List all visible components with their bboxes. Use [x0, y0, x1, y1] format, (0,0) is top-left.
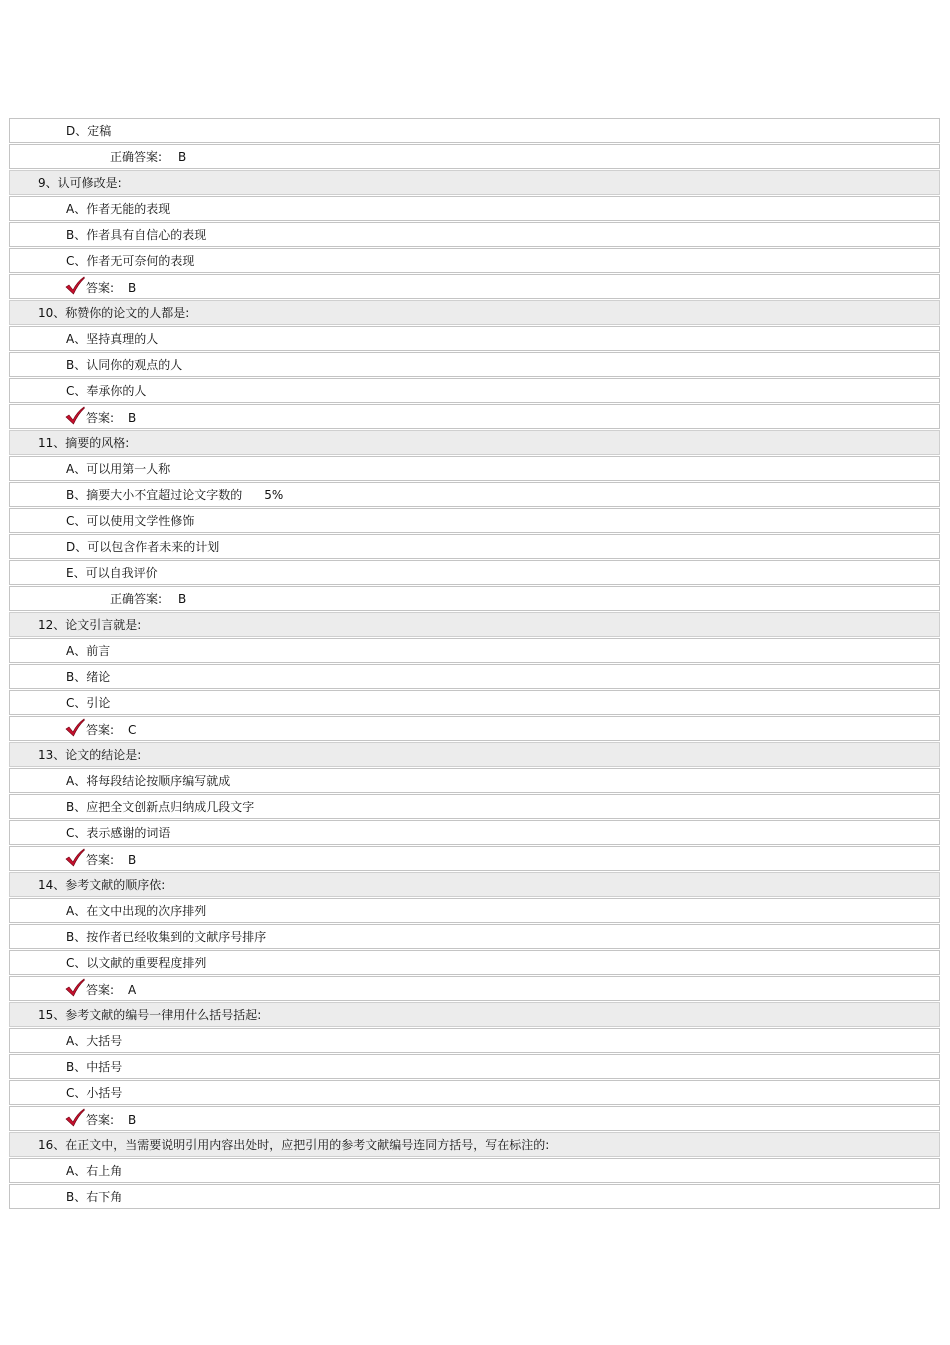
option-text: E、可以自我评价 — [66, 566, 158, 580]
option-row — [9, 950, 940, 975]
answer-row — [9, 976, 940, 1001]
question-row — [9, 1132, 940, 1157]
quiz-sheet — [9, 118, 940, 1210]
option-row — [9, 482, 940, 507]
option-row — [9, 352, 940, 377]
option-row — [9, 898, 940, 923]
option-row — [9, 456, 940, 481]
option-text: B、认同你的观点的人 — [66, 358, 183, 372]
answer — [86, 411, 136, 425]
option-row — [9, 534, 940, 559]
option-text: C、作者无可奈何的表现 — [66, 254, 195, 268]
option-text: D、定稿 — [66, 124, 112, 138]
answer — [86, 723, 136, 737]
answer-row — [9, 274, 940, 299]
answer-label: 答案: — [86, 723, 115, 737]
correct-answer-value: B — [178, 150, 187, 164]
correct-answer — [110, 592, 186, 606]
question-text: 11、摘要的风格: — [38, 436, 130, 450]
answer — [86, 1113, 136, 1127]
answer-row — [9, 1106, 940, 1131]
answer-value: C — [128, 723, 137, 737]
question-row — [9, 872, 940, 897]
answer-row — [9, 716, 940, 741]
check-icon — [65, 406, 85, 426]
option-text: C、可以使用文学性修饰 — [66, 514, 195, 528]
correct-answer-row — [9, 586, 940, 611]
answer-value: B — [128, 853, 137, 867]
answer-value: B — [128, 411, 137, 425]
option-text: B、按作者已经收集到的文献序号排序 — [66, 930, 267, 944]
option-row — [9, 1054, 940, 1079]
correct-answer-label: 正确答案: — [110, 150, 163, 164]
option-text: A、在文中出现的次序排列 — [66, 904, 207, 918]
check-icon — [65, 276, 85, 296]
answer — [86, 853, 136, 867]
option-text: A、大括号 — [66, 1034, 123, 1048]
check-icon — [65, 1108, 85, 1128]
option-text: A、将每段结论按顺序编写就成 — [66, 774, 231, 788]
check-icon — [65, 718, 85, 738]
option-text: C、奉承你的人 — [66, 384, 147, 398]
question-row — [9, 170, 940, 195]
option-row — [9, 1080, 940, 1105]
answer-label: 答案: — [86, 281, 115, 295]
option-text: A、前言 — [66, 644, 111, 658]
question-row — [9, 612, 940, 637]
answer-value: B — [128, 281, 137, 295]
correct-answer-label: 正确答案: — [110, 592, 163, 606]
option-row — [9, 222, 940, 247]
option-text: A、作者无能的表现 — [66, 202, 171, 216]
option-text: C、小括号 — [66, 1086, 123, 1100]
option-text: A、可以用第一人称 — [66, 462, 171, 476]
correct-answer-row — [9, 144, 940, 169]
option-text: D、可以包含作者未来的计划 — [66, 540, 220, 554]
option-row — [9, 924, 940, 949]
option-suffix: 5% — [264, 488, 284, 502]
option-row — [9, 118, 940, 143]
option-text: B、右下角 — [66, 1190, 123, 1204]
answer-row — [9, 846, 940, 871]
correct-answer — [110, 150, 186, 164]
option-row — [9, 378, 940, 403]
option-row — [9, 1028, 940, 1053]
answer-value: B — [128, 1113, 137, 1127]
answer — [86, 281, 136, 295]
question-text: 15、参考文献的编号一律用什么括号括起: — [38, 1008, 262, 1022]
question-text: 13、论文的结论是: — [38, 748, 142, 762]
question-text: 10、称赞你的论文的人都是: — [38, 306, 190, 320]
option-row — [9, 820, 940, 845]
answer-value: A — [128, 983, 137, 997]
question-text: 12、论文引言就是: — [38, 618, 142, 632]
option-text: B、应把全文创新点归纳成几段文字 — [66, 800, 255, 814]
question-text: 16、在正文中，当需要说明引用内容出处时，应把引用的参考文献编号连同方括号，写在标注的: — [38, 1138, 550, 1152]
option-row — [9, 560, 940, 585]
question-text: 9、认可修改是: — [38, 176, 122, 190]
option-row — [9, 1158, 940, 1183]
question-row — [9, 430, 940, 455]
option-text: B、摘要大小不宜超过论文字数的 — [66, 488, 243, 502]
option-text: B、作者具有自信心的表现 — [66, 228, 207, 242]
answer-label: 答案: — [86, 983, 115, 997]
answer-label: 答案: — [86, 853, 115, 867]
option-text: B、中括号 — [66, 1060, 123, 1074]
option-row — [9, 248, 940, 273]
option-text: C、引论 — [66, 696, 111, 710]
option-row — [9, 664, 940, 689]
question-text: 14、参考文献的顺序依: — [38, 878, 166, 892]
answer-label: 答案: — [86, 411, 115, 425]
option-text: A、坚持真理的人 — [66, 332, 159, 346]
option-row — [9, 1184, 940, 1209]
question-row — [9, 300, 940, 325]
option-text-group — [66, 488, 283, 502]
option-row — [9, 690, 940, 715]
question-row — [9, 742, 940, 767]
option-text: C、以文献的重要程度排列 — [66, 956, 207, 970]
option-row — [9, 326, 940, 351]
check-icon — [65, 848, 85, 868]
answer — [86, 983, 136, 997]
option-row — [9, 508, 940, 533]
question-row — [9, 1002, 940, 1027]
option-row — [9, 794, 940, 819]
answer-row — [9, 404, 940, 429]
option-text: A、右上角 — [66, 1164, 123, 1178]
correct-answer-value: B — [178, 592, 187, 606]
option-row — [9, 638, 940, 663]
option-row — [9, 768, 940, 793]
answer-label: 答案: — [86, 1113, 115, 1127]
check-icon — [65, 978, 85, 998]
option-text: B、绪论 — [66, 670, 111, 684]
option-text: C、表示感谢的词语 — [66, 826, 171, 840]
option-row — [9, 196, 940, 221]
